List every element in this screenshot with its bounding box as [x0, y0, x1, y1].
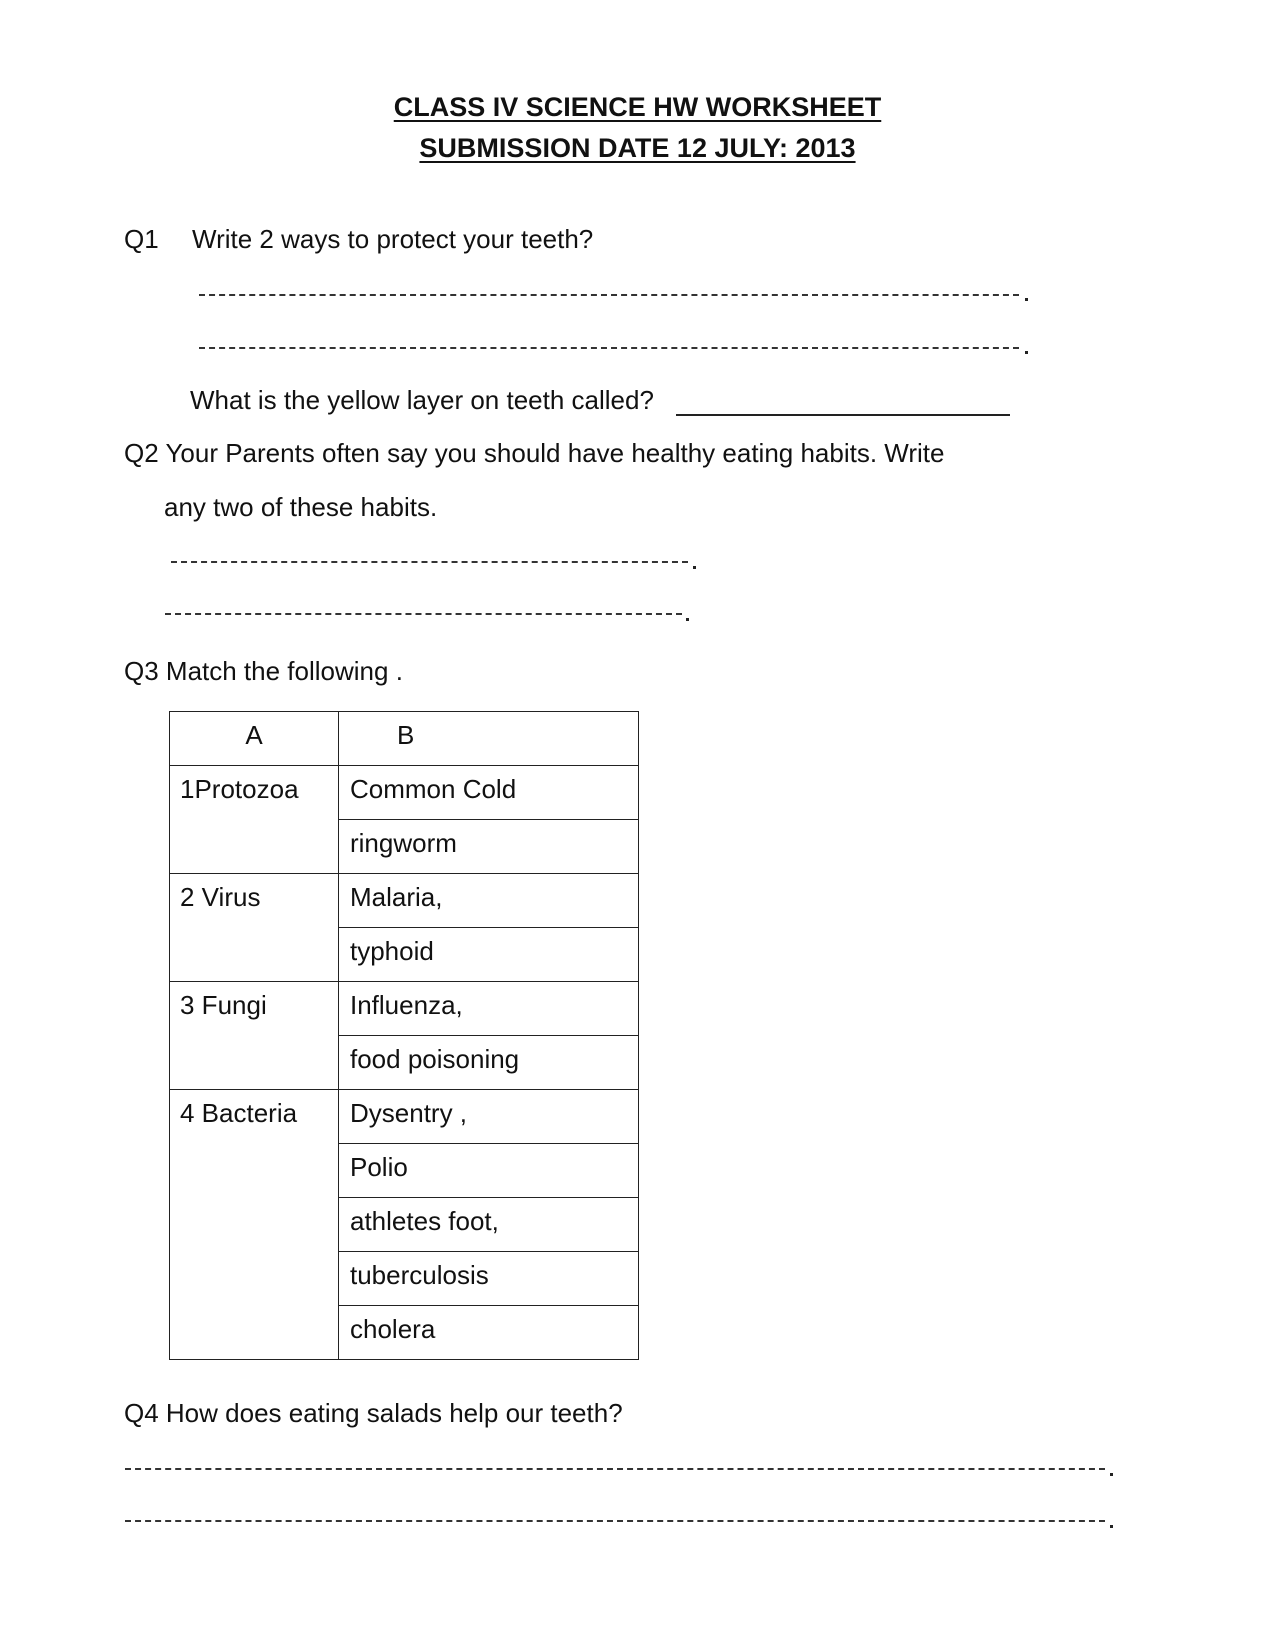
q1-text: Write 2 ways to protect your teeth? — [192, 224, 594, 254]
q2-answer-line-2[interactable] — [165, 613, 682, 615]
q1-answer-line-2[interactable] — [199, 347, 1019, 349]
a-item-fungi: 3 Fungi — [170, 982, 339, 1090]
column-b-header: B — [339, 712, 639, 766]
line-end-dot — [693, 566, 696, 569]
q1-answer-line-1[interactable] — [199, 294, 1019, 296]
a-item-virus: 2 Virus — [170, 874, 339, 982]
b-item: Malaria, — [339, 874, 639, 928]
b-item: food poisoning — [339, 1036, 639, 1090]
q4-answer-line-2[interactable] — [125, 1520, 1105, 1522]
column-a-header: A — [170, 712, 339, 766]
a-item-bacteria: 4 Bacteria — [170, 1090, 339, 1360]
table-row — [170, 1090, 639, 1144]
q1-sub-answer-blank[interactable] — [676, 414, 1010, 416]
b-item: Influenza, — [339, 982, 639, 1036]
q4-answer-line-1[interactable] — [125, 1468, 1105, 1470]
b-item: Common Cold — [339, 766, 639, 820]
q1-number: Q1 — [124, 224, 159, 254]
q2-answer-line-1[interactable] — [171, 561, 688, 563]
b-item: athletes foot, — [339, 1198, 639, 1252]
table-header-row — [170, 712, 639, 766]
submission-date: SUBMISSION DATE 12 JULY: 2013 — [419, 133, 856, 163]
b-item: cholera — [339, 1306, 639, 1360]
match-table — [169, 711, 639, 1360]
b-item: Polio — [339, 1144, 639, 1198]
table-row — [170, 982, 639, 1036]
table-row — [170, 766, 639, 820]
q3-text: Q3 Match the following . — [124, 656, 403, 686]
line-end-dot — [686, 618, 689, 621]
b-item: Dysentry , — [339, 1090, 639, 1144]
line-end-dot — [1110, 1473, 1113, 1476]
q1-sub-question: What is the yellow layer on teeth called? — [190, 385, 654, 415]
q4-text: Q4 How does eating salads help our teeth? — [124, 1398, 623, 1428]
b-item: ringworm — [339, 820, 639, 874]
q2-text-line2: any two of these habits. — [164, 492, 438, 522]
table-row — [170, 874, 639, 928]
a-item-protozoa: 1Protozoa — [170, 766, 339, 874]
b-item: tuberculosis — [339, 1252, 639, 1306]
b-item: typhoid — [339, 928, 639, 982]
line-end-dot — [1025, 298, 1028, 301]
worksheet-title: CLASS IV SCIENCE HW WORKSHEET — [393, 92, 882, 122]
q2-text-line1: Q2 Your Parents often say you should have healthy eating habits. Write — [124, 438, 945, 468]
line-end-dot — [1025, 351, 1028, 354]
line-end-dot — [1110, 1525, 1113, 1528]
